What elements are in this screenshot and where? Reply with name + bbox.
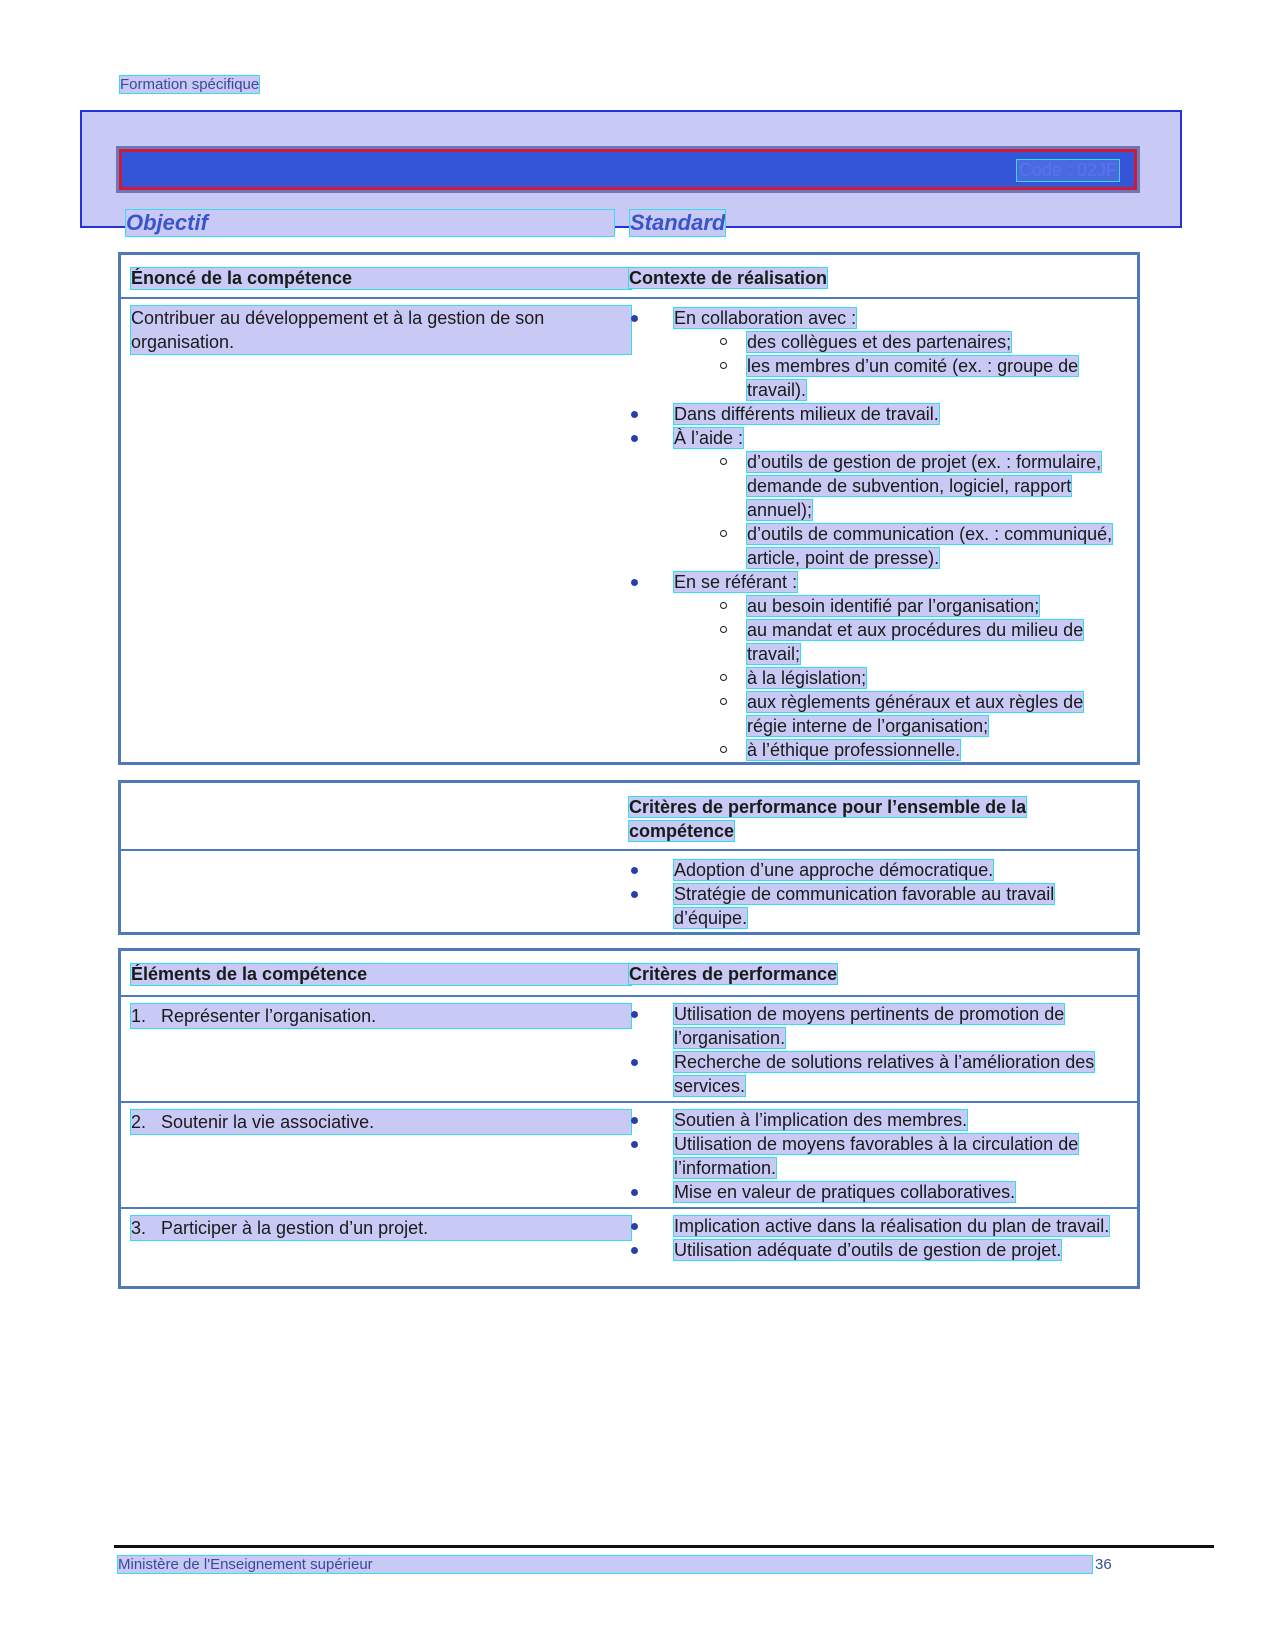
criterion: Recherche de solutions relatives à l’amélioration des services. <box>629 1050 1124 1098</box>
elements-table <box>118 948 1140 1289</box>
element-row: 1. Représenter l’organisation. Utilisation de moyens pertinents de promotion de l’organisation. Recherche de solutions relatives à l’amélioration des services. <box>121 995 1137 1101</box>
page-header: Formation spécifique <box>120 76 260 93</box>
context-subitem: à l’éthique professionnelle. <box>674 738 1124 762</box>
criterion: Implication active dans la réalisation du plan de travail. <box>629 1214 1124 1238</box>
element-label: Participer à la gestion d’un projet. <box>161 1218 429 1238</box>
context-subitem: les membres d’un comité (ex. : groupe de travail). <box>674 354 1124 402</box>
context-subitem: d’outils de communication (ex. : communiqué, article, point de presse). <box>674 522 1124 570</box>
elements-header-row <box>121 951 1137 995</box>
element-row: 3. Participer à la gestion d’un projet. Implication active dans la réalisation du plan de travail. Utilisation adéquate d’outils de gestion de projet. <box>121 1207 1137 1292</box>
competence-table <box>118 252 1140 765</box>
criterion: Mise en valeur de pratiques collaboratives. <box>629 1180 1124 1204</box>
context-subitem: des collègues et des partenaires; <box>674 330 1124 354</box>
competence-header-row <box>121 255 1137 297</box>
elements-heading: Éléments de la compétence <box>131 964 631 985</box>
overall-heading: Critères de performance pour l’ensemble de la compétence <box>629 797 1027 841</box>
competence-body-row <box>121 297 1137 761</box>
criterion: Soutien à l’implication des membres. <box>629 1108 1124 1132</box>
footer-page-number: 36 <box>1095 1556 1112 1573</box>
code-label <box>1017 160 1119 181</box>
overall-criteria-table <box>118 780 1140 935</box>
element-label: Soutenir la vie associative. <box>161 1112 375 1132</box>
objectif-heading: Objectif <box>126 210 614 236</box>
standard-heading: Standard <box>630 210 726 235</box>
criterion: Utilisation adéquate d’outils de gestion de projet. <box>629 1238 1124 1262</box>
code-value: 02JF <box>1076 160 1117 180</box>
code-prefix: Code : <box>1018 160 1072 180</box>
context-subitem: aux règlements généraux et aux règles de régie interne de l’organisation; <box>674 690 1124 738</box>
footer-rule <box>114 1545 1214 1548</box>
code-bar <box>119 149 1137 190</box>
context-subitem: au besoin identifié par l’organisation; <box>674 594 1124 618</box>
context-item: En collaboration avec : des collègues et des partenaires; les membres d’un comité (ex. : groupe de travail). <box>629 306 1124 402</box>
criteria-heading: Critères de performance <box>629 964 838 984</box>
context-item: En se référant : au besoin identifié par l’organisation; au mandat et aux procédures du milieu de travail; à la législation; aux règlements généraux et aux règles de régie interne de l’organisation; à l’éthique professionnelle. <box>629 570 1124 762</box>
context-item: Dans différents milieux de travail. <box>629 402 1124 426</box>
context-subitem: au mandat et aux procédures du milieu de travail; <box>674 618 1124 666</box>
criterion: Utilisation de moyens favorables à la circulation de l’information. <box>629 1132 1124 1180</box>
context-list <box>629 306 1124 762</box>
overall-body-row <box>121 849 1137 931</box>
context-subitem: d’outils de gestion de projet (ex. : formulaire, demande de subvention, logiciel, rapport annuel); <box>674 450 1124 522</box>
context-subitem: à la législation; <box>674 666 1124 690</box>
element-label: Représenter l’organisation. <box>161 1006 377 1026</box>
criterion: Utilisation de moyens pertinents de promotion de l’organisation. <box>629 1002 1124 1050</box>
overall-criterion: Stratégie de communication favorable au travail d’équipe. <box>629 882 1124 930</box>
context-item: À l’aide : d’outils de gestion de projet (ex. : formulaire, demande de subvention, logiciel, rapport annuel); d’outils de communication (ex. : communiqué, article, point de presse). <box>629 426 1124 570</box>
statement-heading: Énoncé de la compétence <box>131 268 631 289</box>
competence-statement: Contribuer au développement et à la gestion de son organisation. <box>131 306 631 354</box>
context-heading: Contexte de réalisation <box>629 268 828 288</box>
overall-criterion: Adoption d’une approche démocratique. <box>629 858 1124 882</box>
element-row: 2. Soutenir la vie associative. Soutien à l’implication des membres. Utilisation de moyens favorables à la circulation de l’information. Mise en valeur de pratiques collaboratives. <box>121 1101 1137 1207</box>
footer-ministry: Ministère de l'Enseignement supérieur <box>118 1556 1092 1573</box>
overall-header-row <box>121 783 1137 849</box>
